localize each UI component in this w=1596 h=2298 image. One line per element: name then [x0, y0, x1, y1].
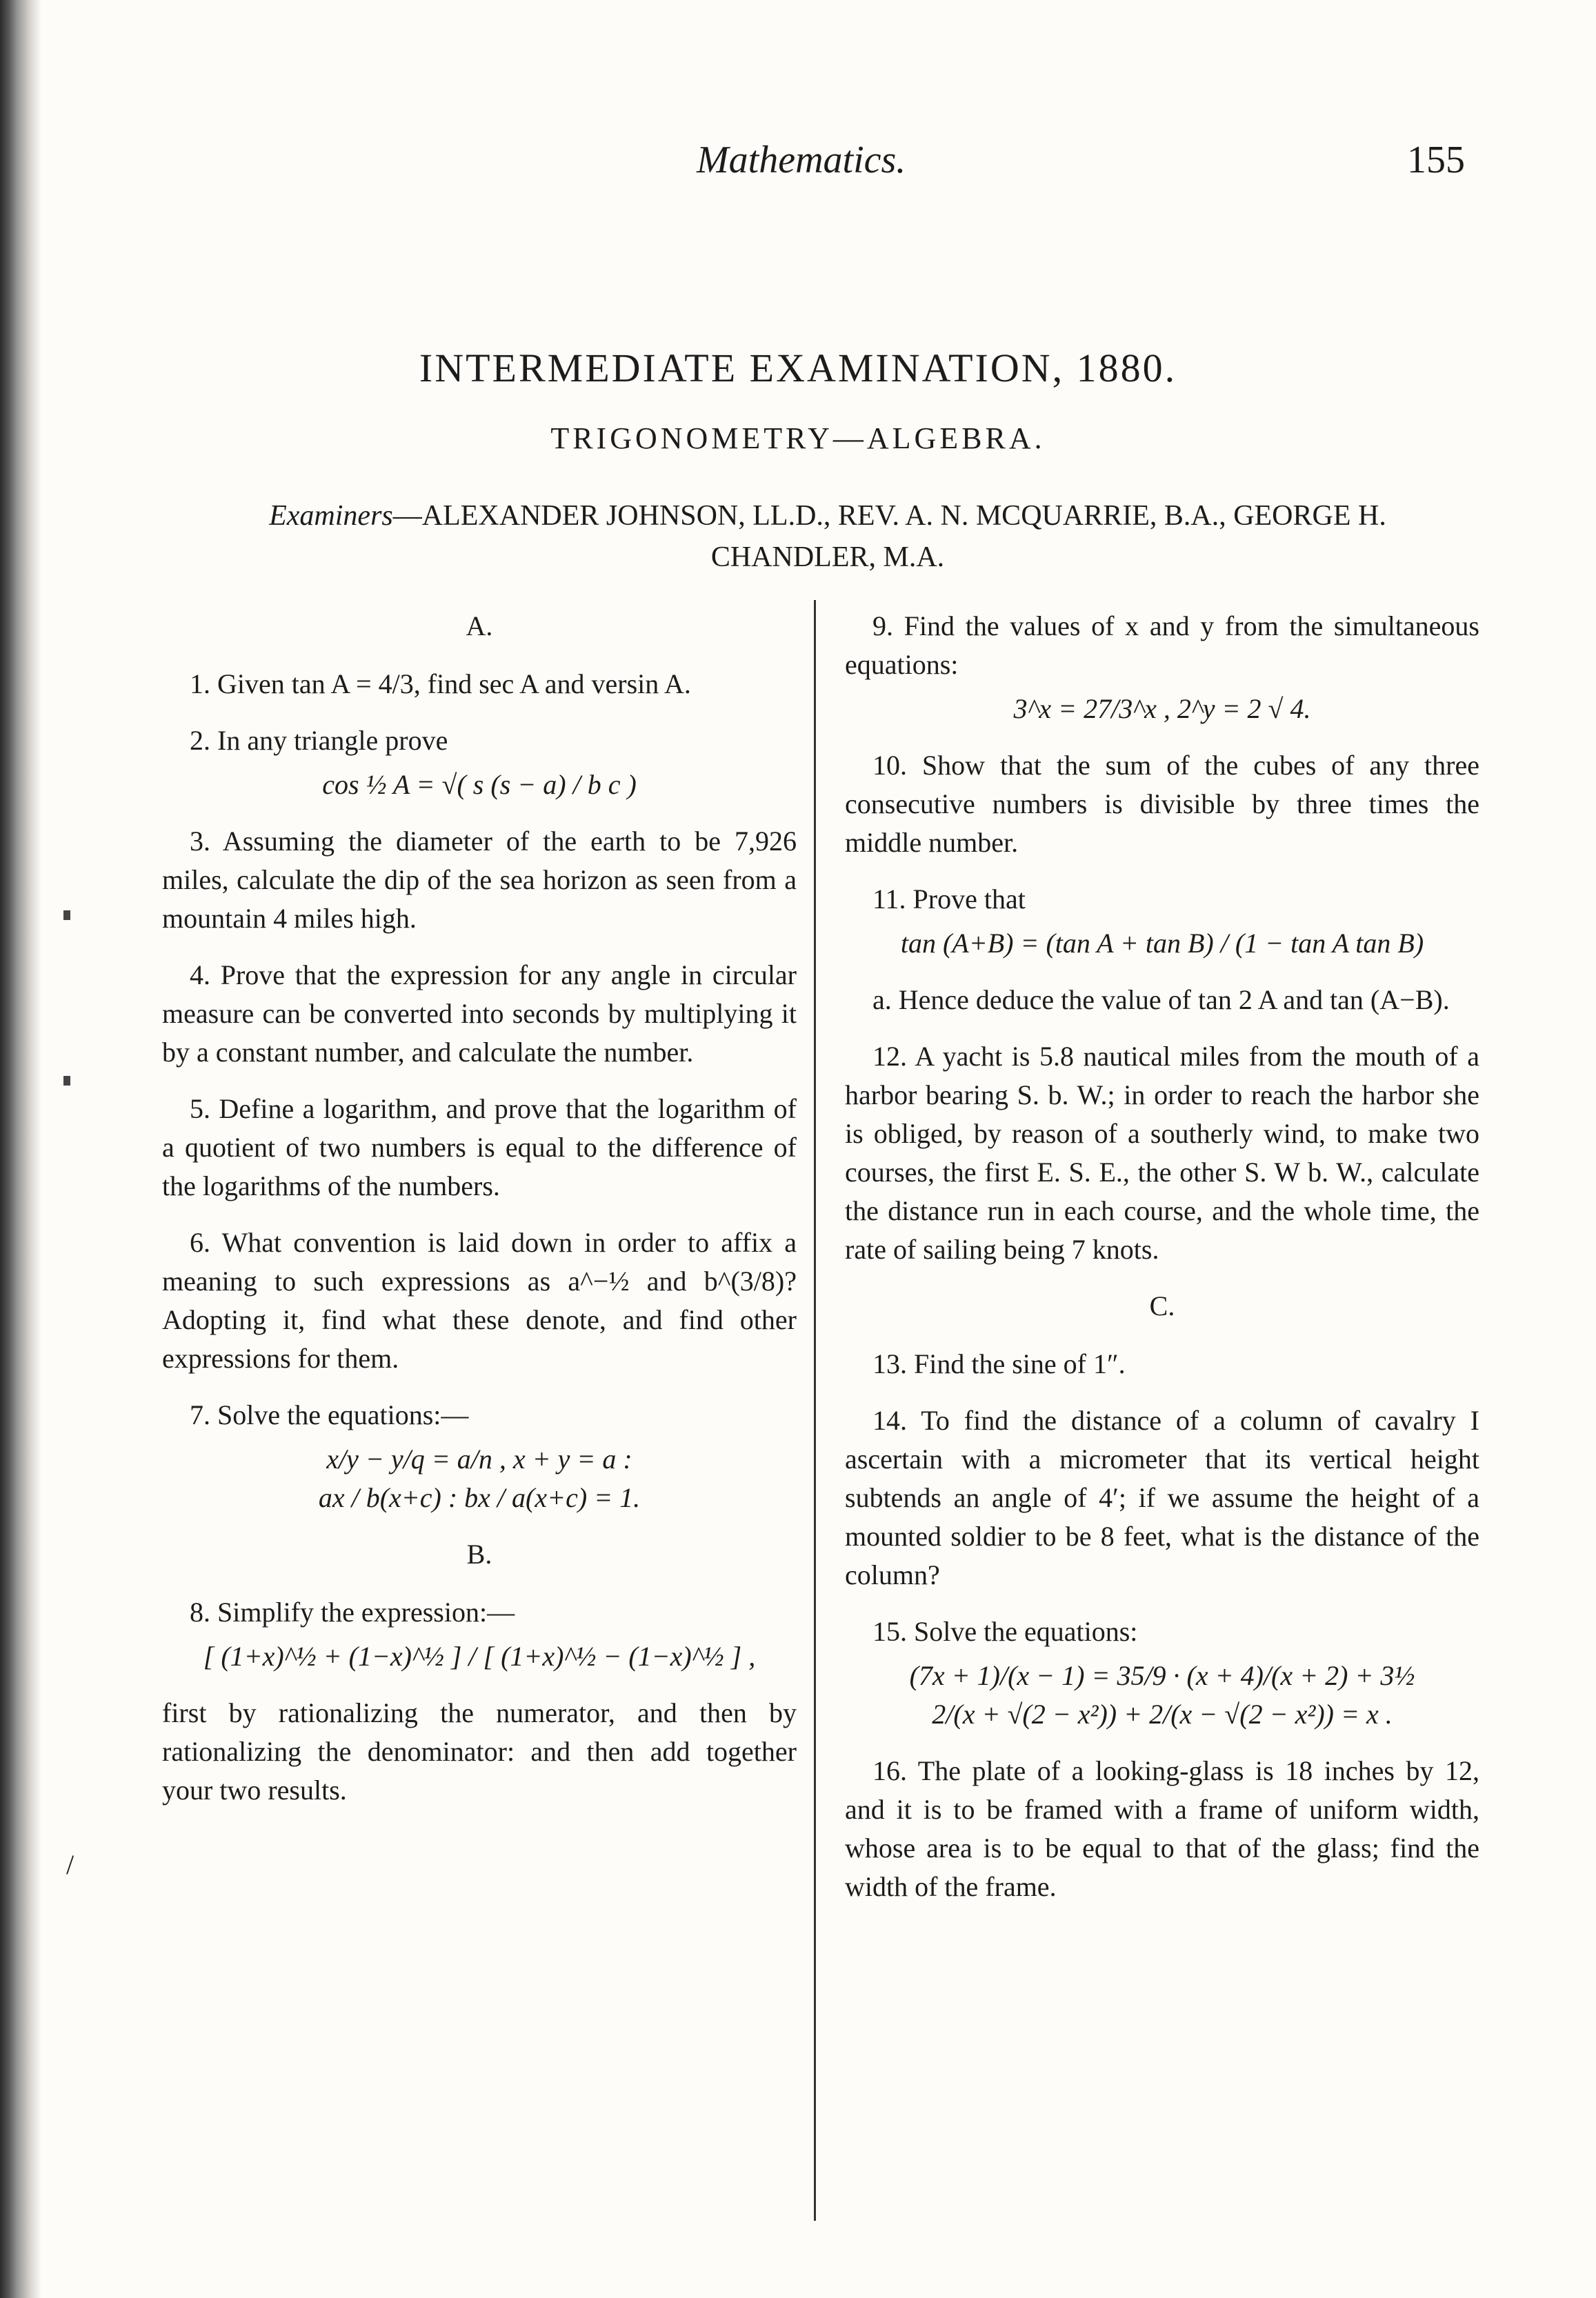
question-8-formula: [ (1+x)^½ + (1−x)^½ ] / [ (1+x)^½ − (1−x)^½ ] ,: [203, 1641, 756, 1672]
page-number: 155: [1407, 139, 1465, 181]
question-11-formula: tan (A+B) = (tan A + tan B) / (1 − tan A tan B): [900, 928, 1424, 959]
spine-mark: [63, 910, 70, 920]
question-11: 11. Prove that: [872, 883, 1026, 915]
question-7-equation-1: x/y − y/q = a/n , x + y = a :: [326, 1443, 632, 1475]
question-11-part-a: a. Hence deduce the value of tan 2 A and tan (A−B).: [872, 984, 1450, 1015]
running-title: Mathematics.: [697, 139, 906, 181]
question-9: 9. Find the values of x and y from the simultaneous equations:: [845, 610, 1479, 680]
question-6: 6. What convention is laid down in order to affix a meaning to such expressions as a^−½ and b^(3/8)? Adopting it, find what these denote, and find other expressions for them.: [162, 1227, 797, 1374]
question-8-continuation: first by rationalizing the numerator, and then by rationalizing the denominator: and then add together your two results.: [162, 1697, 797, 1806]
exam-subject: TRIGONOMETRY—ALGEBRA.: [550, 421, 1046, 455]
question-4: 4. Prove that the expression for any angle in circular measure can be converted into seconds by multiplying it by a constant number, and calculate the number.: [162, 959, 797, 1068]
question-1: 1. Given tan A = 4/3, find sec A and versin A.: [190, 668, 691, 699]
margin-slash-mark: /: [66, 1849, 74, 1880]
section-heading-c: C.: [1149, 1290, 1175, 1321]
question-10: 10. Show that the sum of the cubes of any three consecutive numbers is divisible by three times the middle number.: [845, 750, 1479, 858]
question-7: 7. Solve the equations:—: [190, 1399, 469, 1430]
question-16: 16. The plate of a looking-glass is 18 inches by 12, and it is to be framed with a frame of uniform width, whose area is to be equal to that of the glass; find the width of the frame.: [845, 1755, 1479, 1902]
question-5: 5. Define a logarithm, and prove that the logarithm of a quotient of two numbers is equal to the difference of the logarithms of the numbers.: [162, 1093, 797, 1201]
right-column: [845, 607, 1479, 1924]
question-2: 2. In any triangle prove: [190, 725, 448, 756]
examiners-line: [207, 495, 1448, 578]
question-13: 13. Find the sine of 1″.: [872, 1348, 1126, 1379]
examiners-names: —ALEXANDER JOHNSON, LL.D., REV. A. N. MCQUARRIE, B.A., GEORGE H. CHANDLER, M.A.: [392, 500, 1386, 573]
question-9-formula: 3^x = 27/3^x , 2^y = 2 √ 4.: [1013, 693, 1311, 724]
question-7-equation-2: ax / b(x+c) : bx / a(x+c) = 1.: [318, 1482, 641, 1513]
question-12: 12. A yacht is 5.8 nautical miles from the mouth of a harbor bearing S. b. W.; in order to reach the harbor she is obliged, by reason of a southerly wind, to make two courses, the first E. S. E., the other S. W b. W., calculate the distance run in each course, and the whole time, the rate of sailing being 7 knots.: [845, 1041, 1479, 1265]
examiners-label: Examiners: [269, 500, 393, 532]
question-7-equations: [162, 1440, 797, 1517]
question-2-formula: cos ½ A = √( s (s − a) / b c ): [322, 769, 637, 800]
section-heading-b: B.: [466, 1539, 492, 1570]
question-3: 3. Assuming the diameter of the earth to be 7,926 miles, calculate the dip of the sea horizon as seen from a mountain 4 miles high.: [162, 826, 797, 934]
column-divider: [814, 600, 816, 2221]
question-15-equations: [845, 1657, 1479, 1734]
question-15-equation-1: (7x + 1)/(x − 1) = 35/9 · (x + 4)/(x + 2) + 3½: [909, 1660, 1415, 1691]
question-15: 15. Solve the equations:: [872, 1616, 1138, 1647]
exam-title: INTERMEDIATE EXAMINATION, 1880.: [419, 346, 1177, 390]
spine-mark: [63, 1076, 70, 1086]
section-heading-a: A.: [466, 610, 493, 641]
left-column: [162, 607, 797, 1828]
question-14: 14. To find the distance of a column of cavalry I ascertain with a micrometer that its vertical height subtends an angle of 4′; if we assume the height of a mounted soldier to be 8 feet, what is the distance of the column?: [845, 1405, 1479, 1590]
running-head: [0, 138, 1596, 186]
question-8: 8. Simplify the expression:—: [190, 1597, 515, 1628]
question-15-equation-2: 2/(x + √(2 − x²)) + 2/(x − √(2 − x²)) = x .: [932, 1699, 1393, 1730]
